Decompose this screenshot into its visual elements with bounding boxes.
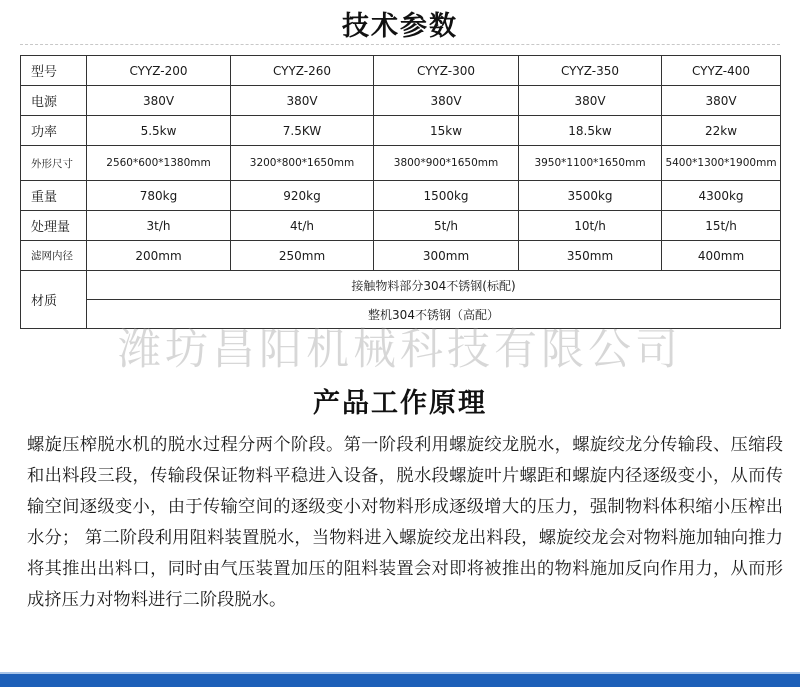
table-cell: 5t/h (374, 211, 519, 241)
row-label: 功率 (21, 116, 87, 146)
table-cell: 10t/h (519, 211, 662, 241)
table-cell: 15kw (374, 116, 519, 146)
table-cell: CYYZ-260 (231, 56, 374, 86)
row-label: 滤网内径 (21, 241, 87, 271)
table-cell: 4t/h (231, 211, 374, 241)
table-cell: 920kg (231, 181, 374, 211)
table-cell: 7.5KW (231, 116, 374, 146)
table-cell: CYYZ-300 (374, 56, 519, 86)
table-cell: 18.5kw (519, 116, 662, 146)
footer-bar (0, 674, 800, 687)
row-label: 材质 (21, 271, 87, 329)
table-row-material (21, 271, 781, 300)
row-label: 电源 (21, 86, 87, 116)
table-cell: 5.5kw (87, 116, 231, 146)
table-cell: 380V (519, 86, 662, 116)
table-cell: 3800*900*1650mm (374, 146, 519, 181)
principle-paragraph: 螺旋压榨脱水机的脱水过程分两个阶段。第一阶段利用螺旋绞龙脱水，螺旋绞龙分传输段、压缩段和出料段三段，传输段保证物料平稳进入设备，脱水段螺旋叶片螺距和螺旋内径逐级变小，从而传输空间逐级变小，由于传输空间的逐级变小对物料形成逐级增大的压力，强制物料体积缩小压榨出水分； 第二阶段利用阻料装置脱水，当物料进入螺旋绞龙出料段，螺旋绞龙会对物料施加轴向推力将其推出出料口，同时由气压装置加压的阻料装置会对即将被推出的物料施加反向作用力，从而形成挤压力对物料进行二阶段脱水。 (27, 435, 783, 610)
table-row-weight (21, 181, 781, 211)
table-cell: 3950*1100*1650mm (519, 146, 662, 181)
table-cell: 4300kg (662, 181, 781, 211)
table-cell: 380V (87, 86, 231, 116)
table-row-power (21, 116, 781, 146)
table-cell-merged: 接触物料部分304不锈钢(标配) (87, 271, 781, 300)
principle-section-title: 产品工作原理 (313, 388, 487, 419)
spec-table (20, 55, 781, 329)
table-cell: CYYZ-400 (662, 56, 781, 86)
table-cell: 3500kg (519, 181, 662, 211)
row-label: 重量 (21, 181, 87, 211)
table-row-model (21, 56, 781, 86)
table-row-screen-diameter (21, 241, 781, 271)
table-cell: 400mm (662, 241, 781, 271)
table-cell: 2560*600*1380mm (87, 146, 231, 181)
table-cell: 780kg (87, 181, 231, 211)
table-cell: 3200*800*1650mm (231, 146, 374, 181)
row-label: 型号 (21, 56, 87, 86)
table-row-capacity (21, 211, 781, 241)
table-cell: 3t/h (87, 211, 231, 241)
title-divider (20, 44, 780, 45)
table-cell: 22kw (662, 116, 781, 146)
table-cell: 380V (231, 86, 374, 116)
table-cell: CYYZ-350 (519, 56, 662, 86)
spec-section-title: 技术参数 (342, 11, 458, 42)
table-row-dimensions (21, 146, 781, 181)
table-cell: 380V (662, 86, 781, 116)
row-label: 处理量 (21, 211, 87, 241)
row-label: 外形尺寸 (21, 146, 87, 181)
table-cell: 250mm (231, 241, 374, 271)
table-cell: CYYZ-200 (87, 56, 231, 86)
table-cell: 15t/h (662, 211, 781, 241)
table-row-power-supply (21, 86, 781, 116)
table-cell: 1500kg (374, 181, 519, 211)
company-watermark: 潍坊昌阳机械科技有限公司 (118, 325, 682, 375)
table-cell-merged: 整机304不锈钢（高配） (87, 300, 781, 329)
table-cell: 350mm (519, 241, 662, 271)
table-cell: 300mm (374, 241, 519, 271)
table-cell: 5400*1300*1900mm (662, 146, 781, 181)
table-cell: 380V (374, 86, 519, 116)
table-cell: 200mm (87, 241, 231, 271)
